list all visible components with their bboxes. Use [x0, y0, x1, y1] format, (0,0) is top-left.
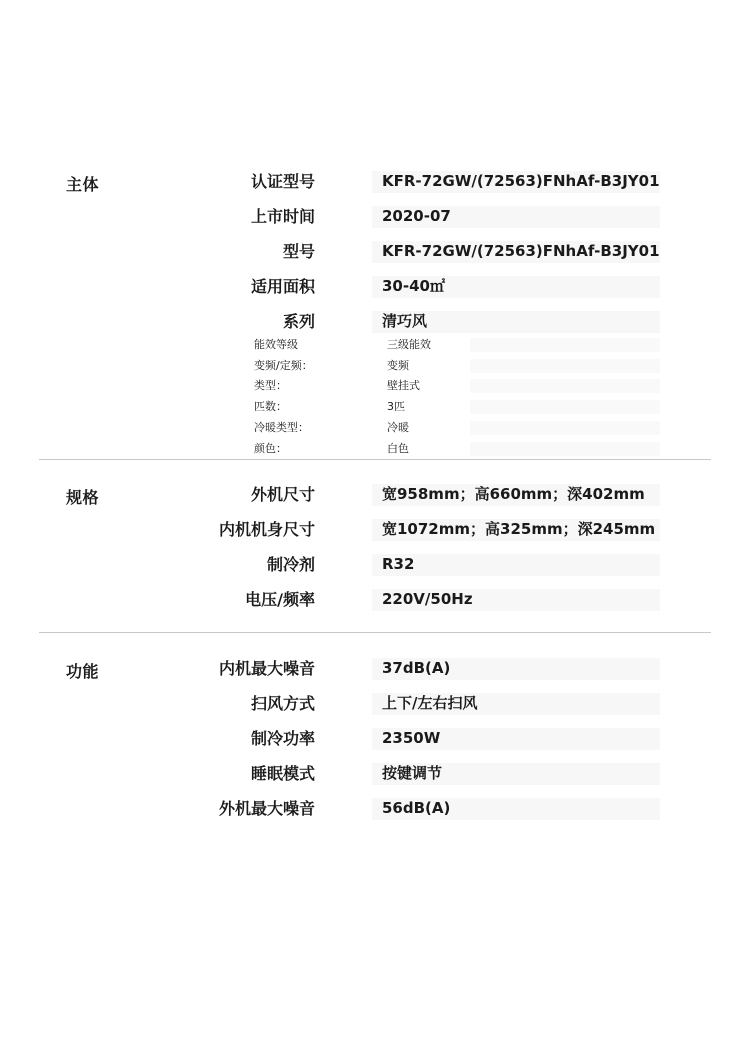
spec-small-value: 冷暖	[387, 421, 409, 434]
spec-small-row	[0, 334, 750, 355]
spec-label: 系列	[282, 312, 315, 331]
value-background	[470, 338, 660, 352]
spec-small-row	[0, 438, 750, 459]
spec-label: 适用面积	[250, 277, 315, 296]
spec-value: KFR-72GW/(72563)FNhAf-B3JY01	[382, 242, 660, 260]
spec-small-label: 匹数：	[254, 400, 287, 413]
spec-small-value: 壁挂式	[387, 379, 420, 392]
spec-value: 2020-07	[382, 207, 451, 225]
spec-small-label: 颜色：	[254, 442, 287, 455]
section-divider	[39, 632, 711, 633]
spec-row	[0, 477, 750, 512]
spec-value: 30-40㎡	[382, 277, 445, 295]
spec-row	[0, 234, 750, 269]
spec-small-value: 白色	[387, 442, 409, 455]
spec-small-row	[0, 417, 750, 438]
spec-label: 外机最大噪音	[218, 799, 315, 818]
spec-small-row	[0, 396, 750, 417]
spec-value: 上下/左右扫风	[382, 694, 478, 712]
spec-label: 外机尺寸	[250, 485, 315, 504]
value-background	[470, 359, 660, 373]
spec-label: 睡眠模式	[250, 764, 315, 783]
spec-label: 内机机身尺寸	[218, 520, 315, 539]
value-background	[372, 554, 660, 576]
spec-label: 型号	[282, 242, 315, 261]
spec-small-label: 能效等级	[254, 338, 298, 351]
spec-label: 制冷功率	[250, 729, 315, 748]
section-title-features: 功能	[66, 662, 100, 681]
section-title-specs: 规格	[66, 488, 100, 507]
spec-row	[0, 791, 750, 826]
spec-small-value: 变频	[387, 359, 409, 372]
section-title-main: 主体	[66, 175, 100, 194]
spec-row	[0, 547, 750, 582]
spec-value: R32	[382, 555, 415, 573]
spec-value: 37dB(A)	[382, 659, 451, 677]
spec-value: 56dB(A)	[382, 799, 451, 817]
spec-value: 清巧风	[382, 312, 428, 330]
value-background	[470, 442, 660, 456]
spec-label: 扫风方式	[250, 694, 315, 713]
value-background	[470, 421, 660, 435]
spec-small-label: 冷暖类型：	[254, 421, 309, 434]
spec-row	[0, 582, 750, 617]
spec-row	[0, 686, 750, 721]
spec-small-label: 类型：	[254, 379, 287, 392]
spec-small-value: 3匹	[387, 400, 405, 413]
spec-row	[0, 199, 750, 234]
spec-label: 认证型号	[250, 172, 315, 191]
spec-row	[0, 756, 750, 791]
spec-row	[0, 512, 750, 547]
spec-row	[0, 721, 750, 756]
spec-label: 上市时间	[250, 207, 315, 226]
spec-label: 制冷剂	[266, 555, 315, 574]
value-background	[470, 400, 660, 414]
spec-value: 按键调节	[382, 764, 443, 782]
value-background	[470, 379, 660, 393]
spec-value: 宽958mm；高660mm；深402mm	[382, 485, 645, 503]
spec-small-label: 变频/定频：	[254, 359, 313, 372]
spec-row	[0, 164, 750, 199]
spec-value: KFR-72GW/(72563)FNhAf-B3JY01	[382, 172, 660, 190]
spec-label: 电压/频率	[245, 590, 315, 609]
spec-value: 宽1072mm；高325mm；深245mm	[382, 520, 656, 538]
spec-row	[0, 269, 750, 304]
spec-label: 内机最大噪音	[218, 659, 315, 678]
section-divider	[39, 459, 711, 460]
spec-value: 2350W	[382, 729, 441, 747]
spec-small-value: 三级能效	[387, 338, 431, 351]
spec-small-row	[0, 355, 750, 376]
spec-row	[0, 651, 750, 686]
spec-value: 220V/50Hz	[382, 590, 473, 608]
spec-small-row	[0, 375, 750, 396]
